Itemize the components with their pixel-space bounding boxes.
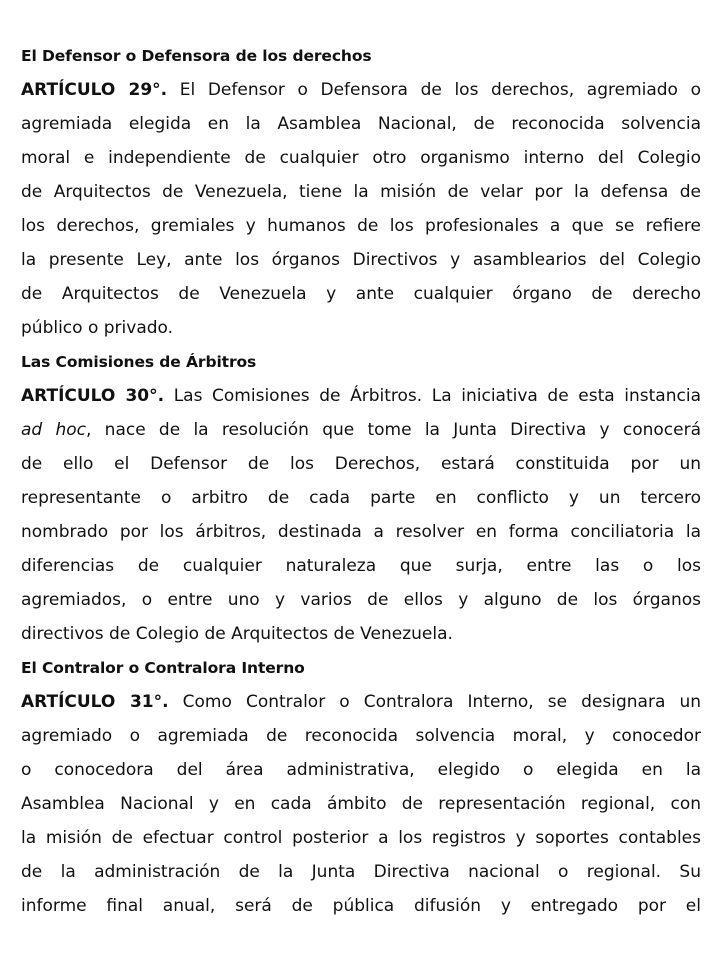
- paragraph-line: agremiados, o entre uno y varios de ellos y alguno de los órganos: [21, 590, 701, 610]
- section-heading-defensor: El Defensor o Defensora de los derechos: [21, 47, 372, 65]
- article-30-label: ARTÍCULO 30°.: [21, 386, 165, 406]
- paragraph-line: la misión de efectuar control posterior a los registros y soportes contables: [21, 828, 701, 848]
- paragraph-line: directivos de Colegio de Arquitectos de Venezuela.: [21, 624, 453, 644]
- article-30-text: Las Comisiones de Árbitros. La iniciativa de esta instancia: [164, 386, 701, 406]
- paragraph-line: diferencias de cualquier naturaleza que surja, entre las o los: [21, 556, 701, 576]
- paragraph-line: los derechos, gremiales y humanos de los profesionales a que se refiere: [21, 216, 701, 236]
- paragraph-line: de la administración de la Junta Directiva nacional o regional. Su: [21, 862, 701, 882]
- section-heading-comisiones: Las Comisiones de Árbitros: [21, 353, 257, 371]
- paragraph-line: la presente Ley, ante los órganos Directivos y asamblearios del Colegio: [21, 250, 701, 270]
- paragraph-line: agremiado o agremiada de reconocida solvencia moral, y conocedor: [21, 726, 701, 746]
- document-page: [21, 39, 701, 923]
- paragraph-text: , nace de la resolución que tome la Junta Directiva y conocerá: [86, 420, 701, 440]
- section-heading-contralor: El Contralor o Contralora Interno: [21, 659, 305, 677]
- paragraph-line: [21, 413, 701, 447]
- paragraph-line: nombrado por los árbitros, destinada a resolver en forma conciliatoria la: [21, 522, 701, 542]
- paragraph-line: público o privado.: [21, 318, 174, 338]
- article-31-text: Como Contralor o Contralora Interno, se designara un: [168, 692, 701, 712]
- paragraph-line: representante o arbitro de cada parte en conflicto y un tercero: [21, 488, 701, 508]
- paragraph-line: Asamblea Nacional y en cada ámbito de representación regional, con: [21, 794, 701, 814]
- article-31-label: ARTÍCULO 31°.: [21, 692, 169, 712]
- paragraph-line: agremiada elegida en la Asamblea Nacional, de reconocida solvencia: [21, 114, 701, 134]
- ad-hoc-text: ad hoc: [21, 420, 86, 440]
- article-29-line: [21, 73, 701, 107]
- paragraph-line: o conocedora del área administrativa, elegido o elegida en la: [21, 760, 701, 780]
- article-29-label: ARTÍCULO 29°.: [21, 80, 168, 100]
- paragraph-line: de Arquitectos de Venezuela, tiene la misión de velar por la defensa de: [21, 182, 701, 202]
- paragraph-line: moral e independiente de cualquier otro organismo interno del Colegio: [21, 148, 701, 168]
- paragraph-line: informe final anual, será de pública difusión y entregado por el: [21, 896, 701, 916]
- article-30-line: [21, 379, 701, 413]
- paragraph-line: de Arquitectos de Venezuela y ante cualquier órgano de derecho: [21, 284, 701, 304]
- article-31-line: [21, 685, 701, 719]
- paragraph-line: de ello el Defensor de los Derechos, estará constituida por un: [21, 454, 701, 474]
- article-29-text: El Defensor o Defensora de los derechos, agremiado o: [167, 80, 701, 100]
